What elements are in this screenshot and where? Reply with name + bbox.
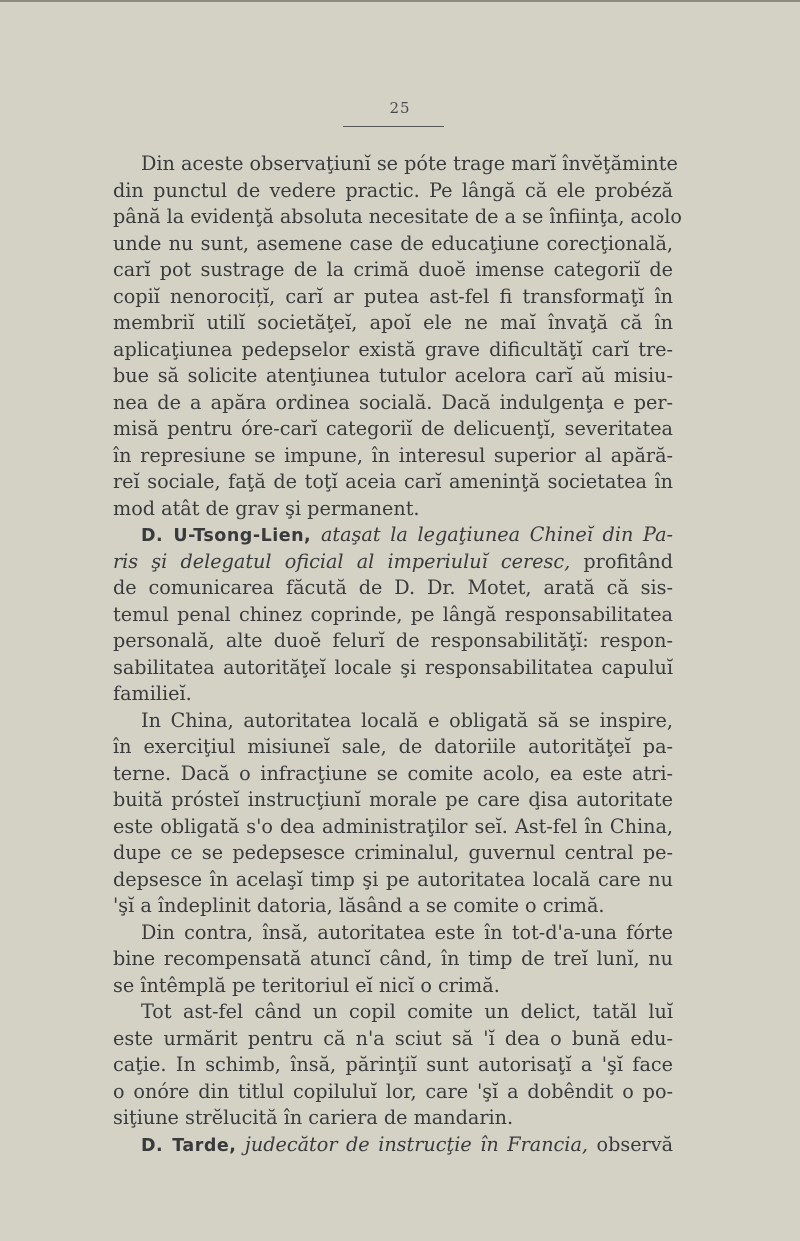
line-text: depsesce în acelaşĭ timp şi pe autoritatea locală care nu	[113, 867, 673, 891]
text-line	[113, 390, 673, 417]
text-line	[113, 522, 673, 549]
line-text: Din aceste observaţiunĭ se póte trage marĭ învĕţăminte	[141, 152, 678, 175]
text-line	[113, 257, 673, 284]
line-text: Tot ast-fel când un copil comite un delict, tatăl luĭ	[141, 1000, 673, 1023]
line-text: mod atât de grav şi permanent.	[113, 496, 420, 520]
text-line	[113, 946, 673, 973]
line-text: carĭ pot sustrage de la crimă duoĕ imense categoriĭ de	[113, 258, 673, 281]
line-text: membriĭ utilĭ societăţeĭ, apoĭ ele ne maĭ învaţă că în	[113, 311, 673, 334]
text-line	[113, 1132, 673, 1159]
text-line	[113, 920, 673, 947]
line-text: buită prósteĭ instrucţiunĭ morale pe care ḑisa autoritate	[113, 788, 673, 811]
text-line	[113, 867, 673, 894]
speaker-name: D. U-Tsong-Lien,	[141, 526, 312, 546]
text-line	[113, 681, 673, 708]
line-text: în represiune se impune, în interesul superior al apără-	[113, 443, 673, 467]
text-line	[113, 1079, 673, 1106]
text-line	[113, 1105, 673, 1132]
line-text: sabilitatea autorităţeĭ locale şi responsabilitatea capuluĭ	[113, 655, 673, 679]
text-line	[113, 204, 682, 231]
italic-text: ataşat la legaţiunea Chineĭ din Pa-	[320, 523, 673, 546]
line-text: bine recompensată atuncĭ când, în timp de treĭ lunĭ, nu	[113, 947, 673, 970]
text-line	[113, 973, 673, 1000]
header-rule	[343, 126, 444, 127]
line-text: nea de a apăra ordinea socială. Dacă indulgenţa e per-	[113, 390, 673, 414]
text-line	[113, 893, 673, 920]
text-line	[113, 999, 673, 1026]
text-line	[113, 1026, 673, 1053]
page-number: 25	[389, 99, 411, 117]
line-text: caţie. In schimb, însă, părinţiĭ sunt autorisaţĭ a 'şĭ face	[113, 1053, 673, 1076]
line-text: este urmărit pentru că n'a sciut să 'ĭ dea o bună edu-	[113, 1026, 673, 1050]
line-text: în exerciţiul misiuneĭ sale, de datoriile autorităţeĭ pa-	[113, 735, 673, 758]
line-text: Din contra, însă, autoritatea este în tot-d'a-una fórte	[141, 920, 673, 944]
line-text: aplicaţiunea pedepselor există grave dificultăţĭ carĭ tre-	[113, 337, 673, 361]
line-text: este obligată s'o dea administraţilor seĭ. Ast-fel în China,	[113, 814, 673, 838]
line-text: o onóre din titlul copiluluĭ lor, care 'şĭ a dobêndit o po-	[113, 1079, 673, 1103]
speaker-name: D. Tarde,	[141, 1135, 237, 1156]
line-text: bue să solicite atenţiunea tutulor acelora carĭ aŭ misiu-	[113, 364, 673, 387]
line-text: familieĭ.	[113, 682, 192, 705]
text-line	[113, 840, 673, 867]
line-text: temul penal chinez coprinde, pe lângă responsabilitatea	[113, 602, 673, 626]
text-line	[113, 787, 673, 814]
line-text: misă pentru óre-carĭ categoriĭ de delicuenţĭ, severitatea	[113, 417, 673, 440]
text-line	[113, 761, 673, 788]
line-text: dupe ce se pedepsesce criminalul, guvernul central pe-	[113, 841, 673, 864]
text-line	[113, 575, 673, 602]
text-line	[113, 814, 673, 841]
text-line	[113, 363, 673, 390]
text-line	[113, 337, 673, 364]
line-text: profitând	[570, 549, 673, 573]
line-text: 'şĭ a îndeplinit datoria, lăsând a se comite o crimă.	[113, 894, 605, 917]
line-text: siţiune strĕlucită în cariera de mandarin.	[113, 1106, 514, 1129]
italic-text: judecător de instrucţie în Francia,	[244, 1132, 588, 1156]
text-line	[113, 178, 673, 205]
text-line	[113, 602, 673, 629]
text-line	[113, 231, 673, 258]
text-line	[113, 496, 673, 523]
page-top-edge	[0, 0, 800, 2]
text-line	[113, 628, 673, 655]
line-text: până la evidenţă absoluta necesitate de a se înfiinţa, acolo	[113, 205, 682, 228]
text-line	[113, 708, 673, 735]
text-line	[113, 655, 673, 682]
italic-text: ris şi delegatul oficial al imperiuluĭ ceresc,	[113, 549, 571, 573]
line-text: terne. Dacă o infracţiune se comite acolo, ea este atri-	[113, 761, 673, 785]
line-text: din punctul de vedere practic. Pe lângă că ele probéză	[113, 178, 673, 202]
text-line	[113, 416, 673, 443]
line-text: reĭ sociale, faţă de toţĭ aceia carĭ ameninţă societatea în	[113, 470, 673, 493]
text-line	[113, 734, 673, 761]
text-line	[113, 549, 673, 576]
text-line	[113, 151, 678, 178]
line-text: de comunicarea făcută de D. Dr. Motet, arată că sis-	[113, 576, 673, 599]
line-text: In China, autoritatea locală e obligată să se inspire,	[141, 708, 673, 732]
line-text	[311, 523, 321, 546]
text-line	[113, 443, 673, 470]
text-line	[113, 284, 673, 311]
line-text	[236, 1133, 245, 1156]
text-line	[113, 1052, 673, 1079]
body-text	[113, 151, 682, 1158]
text-line	[113, 310, 673, 337]
line-text: copiĭ nenorocițĭ, carĭ ar putea ast-fel fi transformaţĭ în	[113, 284, 673, 308]
line-text: se întêmplă pe teritoriul eĭ nicĭ o crimă.	[113, 973, 500, 997]
text-line	[113, 469, 673, 496]
line-text: observă	[587, 1132, 674, 1156]
line-text: unde nu sunt, asemene case de educaţiune corecţională,	[113, 231, 673, 255]
line-text: personală, alte duoĕ felurĭ de responsabilităţĭ: respon-	[113, 629, 673, 652]
